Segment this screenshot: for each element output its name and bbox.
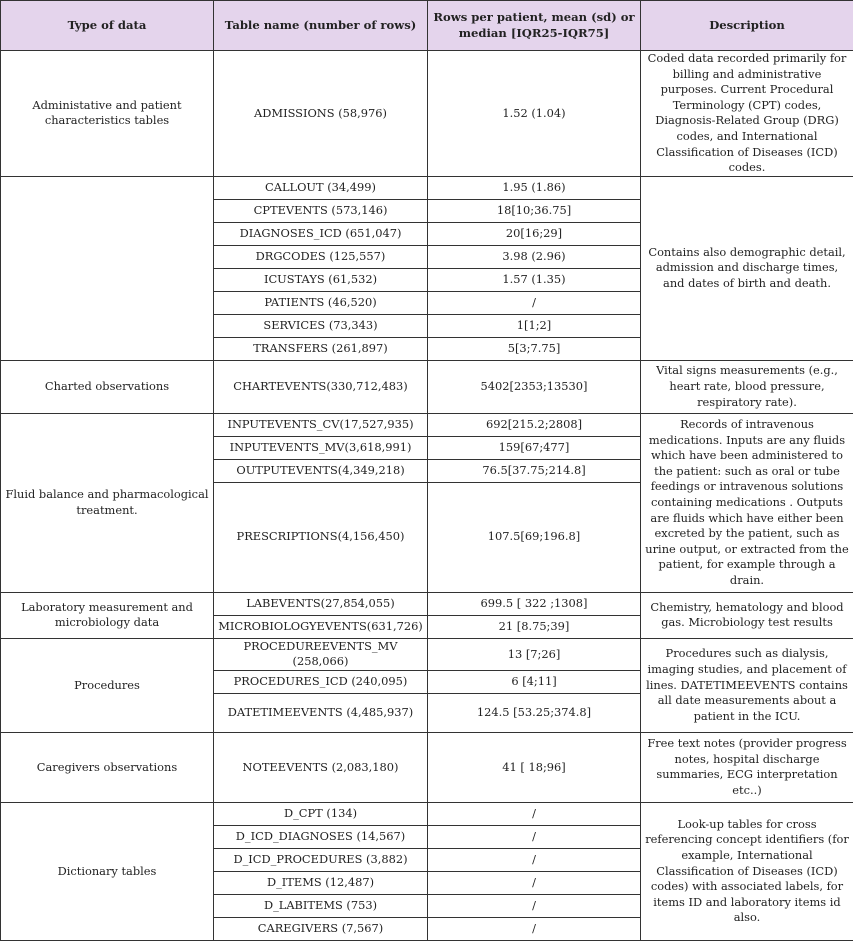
value-cell: 5[3;7.75] bbox=[428, 337, 641, 360]
value-cell: 1.52 (1.04) bbox=[428, 51, 641, 177]
table-row bbox=[1, 638, 853, 670]
value-cell: 107.5[69;196.8] bbox=[428, 482, 641, 592]
description-cell: Procedures such as dialysis, imaging studies, and placement of lines. DATETIMEEVENTS contains all date measurements about a patient in the ICU. bbox=[641, 638, 853, 732]
type-cell: Fluid balance and pharmacological treatment. bbox=[1, 413, 214, 592]
value-cell: / bbox=[428, 917, 641, 940]
value-cell: 41 [ 18;96] bbox=[428, 732, 641, 802]
table-name-cell: DATETIMEEVENTS (4,485,937) bbox=[214, 693, 428, 732]
table-name-cell: PROCEDURES_ICD (240,095) bbox=[214, 670, 428, 693]
table-name-cell: NOTEEVENTS (2,083,180) bbox=[214, 732, 428, 802]
table-name-cell: D_ICD_DIAGNOSES (14,567) bbox=[214, 825, 428, 848]
type-cell: Dictionary tables bbox=[1, 802, 214, 940]
description-cell: Contains also demographic detail, admission and discharge times, and dates of birth and death. bbox=[641, 176, 853, 360]
header-type-of-data: Type of data bbox=[1, 1, 214, 51]
table-row bbox=[1, 176, 853, 199]
table-name-cell: D_ICD_PROCEDURES (3,882) bbox=[214, 848, 428, 871]
description-cell: Vital signs measurements (e.g., heart rate, blood pressure, respiratory rate). bbox=[641, 360, 853, 413]
type-cell: Charted observations bbox=[1, 360, 214, 413]
table-name-cell: PROCEDUREEVENTS_MV (258,066) bbox=[214, 638, 428, 670]
table-row bbox=[1, 802, 853, 825]
table-name-cell: INPUTEVENTS_CV(17,527,935) bbox=[214, 413, 428, 436]
table-row bbox=[1, 413, 853, 436]
value-cell: 692[215.2;2808] bbox=[428, 413, 641, 436]
table-row bbox=[1, 732, 853, 802]
table-row bbox=[1, 51, 853, 177]
type-cell: Administative and patient characteristics tables bbox=[1, 51, 214, 177]
table-name-cell: PRESCRIPTIONS(4,156,450) bbox=[214, 482, 428, 592]
table-name-cell: DRGCODES (125,557) bbox=[214, 245, 428, 268]
table-name-cell: DIAGNOSES_ICD (651,047) bbox=[214, 222, 428, 245]
table-name-cell: OUTPUTEVENTS(4,349,218) bbox=[214, 459, 428, 482]
type-cell: Procedures bbox=[1, 638, 214, 732]
value-cell: 13 [7;26] bbox=[428, 638, 641, 670]
type-cell: Laboratory measurement and microbiology data bbox=[1, 592, 214, 638]
table-name-cell: D_LABITEMS (753) bbox=[214, 894, 428, 917]
table-name-cell: D_ITEMS (12,487) bbox=[214, 871, 428, 894]
table-name-cell: CPTEVENTS (573,146) bbox=[214, 199, 428, 222]
table-name-cell: CAREGIVERS (7,567) bbox=[214, 917, 428, 940]
table-name-cell: INPUTEVENTS_MV(3,618,991) bbox=[214, 436, 428, 459]
table-name-cell: LABEVENTS(27,854,055) bbox=[214, 592, 428, 615]
value-cell: / bbox=[428, 871, 641, 894]
table-row bbox=[1, 360, 853, 413]
header-rows-per-patient: Rows per patient, mean (sd) or median [IQR25-IQR75] bbox=[428, 1, 641, 51]
description-cell: Records of intravenous medications. Inputs are any fluids which have been administered to the patient: such as oral or tube feedings or intravenous solutions containing medications . Outputs are fluids which have either been excreted by the patient, such as urine output, or extracted from the patient, for example through a drain. bbox=[641, 413, 853, 592]
value-cell: 124.5 [53.25;374.8] bbox=[428, 693, 641, 732]
description-cell: Coded data recorded primarily for billing and administrative purposes. Current Procedural Terminology (CPT) codes, Diagnosis-Related Group (DRG) codes, and International Classification of Diseases (ICD) codes. bbox=[641, 51, 853, 177]
table-name-cell: TRANSFERS (261,897) bbox=[214, 337, 428, 360]
description-cell: Look-up tables for cross referencing concept identifiers (for example, International Classification of Diseases (ICD) codes) with associated labels, for items ID and laboratory items id also. bbox=[641, 802, 853, 940]
value-cell: / bbox=[428, 825, 641, 848]
header-description: Description bbox=[641, 1, 853, 51]
value-cell: 3.98 (2.96) bbox=[428, 245, 641, 268]
value-cell: 699.5 [ 322 ;1308] bbox=[428, 592, 641, 615]
header-table-name: Table name (number of rows) bbox=[214, 1, 428, 51]
type-cell: Caregivers observations bbox=[1, 732, 214, 802]
value-cell: 18[10;36.75] bbox=[428, 199, 641, 222]
value-cell: 1.95 (1.86) bbox=[428, 176, 641, 199]
value-cell: 1.57 (1.35) bbox=[428, 268, 641, 291]
value-cell: 1[1;2] bbox=[428, 314, 641, 337]
value-cell: / bbox=[428, 894, 641, 917]
table-name-cell: D_CPT (134) bbox=[214, 802, 428, 825]
table-name-cell: ICUSTAYS (61,532) bbox=[214, 268, 428, 291]
value-cell: 76.5[37.75;214.8] bbox=[428, 459, 641, 482]
table-name-cell: MICROBIOLOGYEVENTS(631,726) bbox=[214, 615, 428, 638]
table-name-cell: SERVICES (73,343) bbox=[214, 314, 428, 337]
table-row bbox=[1, 592, 853, 615]
table-name-cell: CHARTEVENTS(330,712,483) bbox=[214, 360, 428, 413]
value-cell: 159[67;477] bbox=[428, 436, 641, 459]
table-name-cell: ADMISSIONS (58,976) bbox=[214, 51, 428, 177]
value-cell: 21 [8.75;39] bbox=[428, 615, 641, 638]
table-name-cell: CALLOUT (34,499) bbox=[214, 176, 428, 199]
value-cell: 20[16;29] bbox=[428, 222, 641, 245]
description-cell: Chemistry, hematology and blood gas. Microbiology test results bbox=[641, 592, 853, 638]
header-row bbox=[1, 1, 853, 51]
description-cell: Free text notes (provider progress notes, hospital discharge summaries, ECG interpretation etc..) bbox=[641, 732, 853, 802]
value-cell: 6 [4;11] bbox=[428, 670, 641, 693]
value-cell: 5402[2353;13530] bbox=[428, 360, 641, 413]
value-cell: / bbox=[428, 848, 641, 871]
value-cell: / bbox=[428, 802, 641, 825]
value-cell: / bbox=[428, 291, 641, 314]
type-cell bbox=[1, 176, 214, 360]
table-name-cell: PATIENTS (46,520) bbox=[214, 291, 428, 314]
